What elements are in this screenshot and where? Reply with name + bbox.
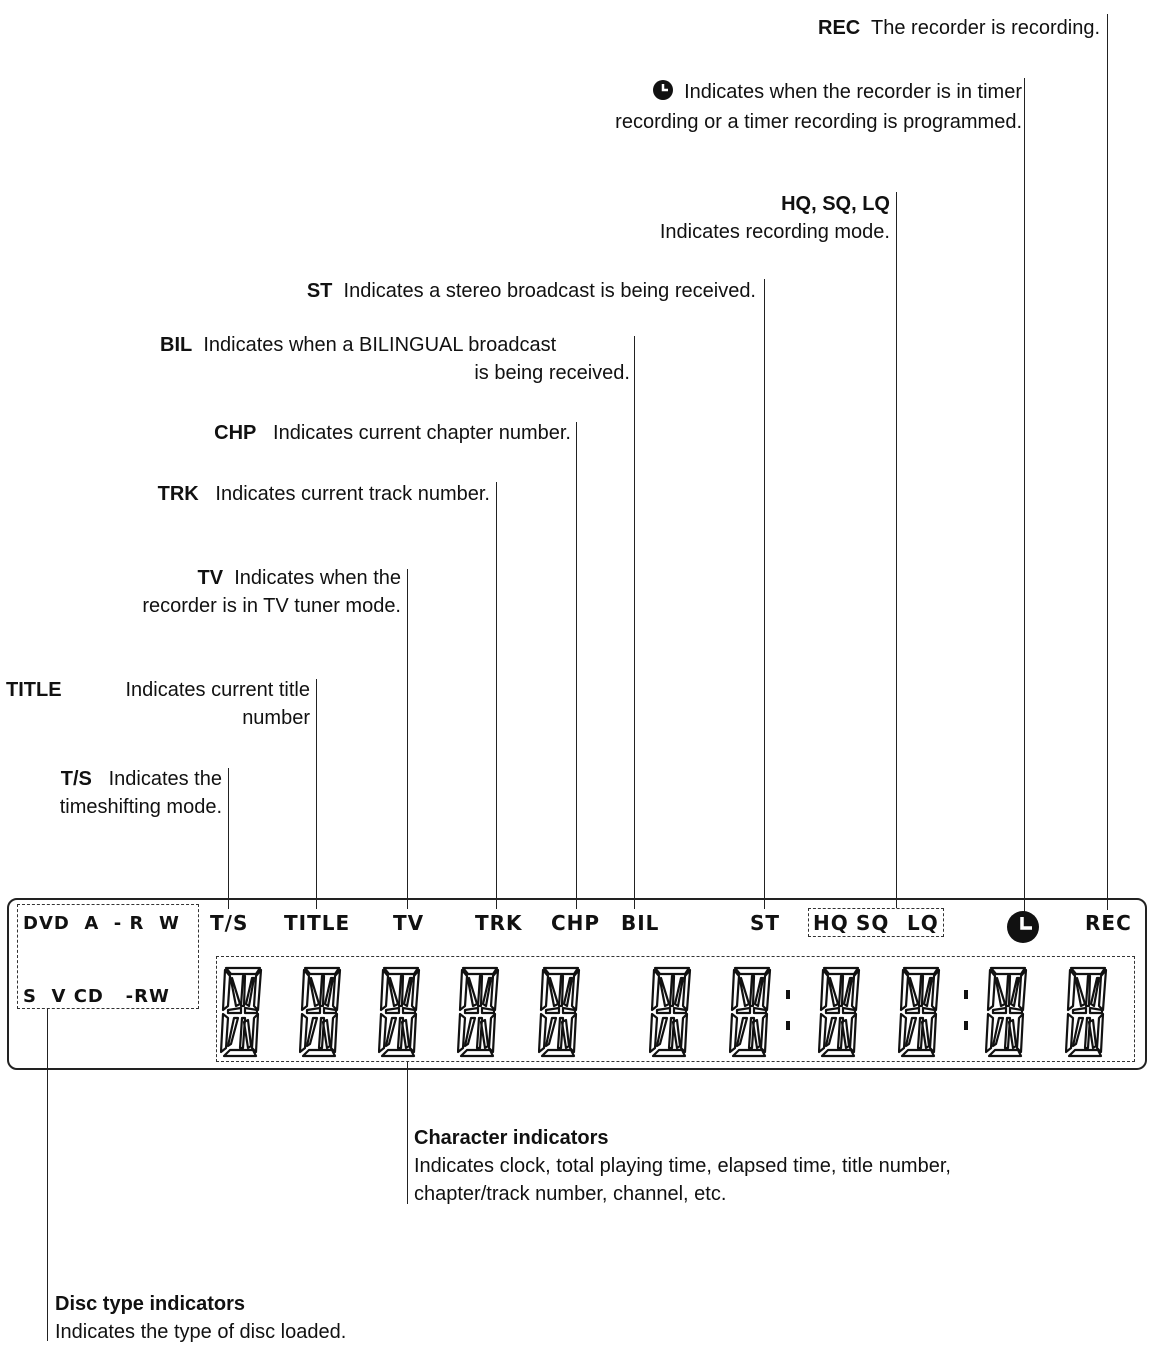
leader-track (496, 482, 497, 909)
callout-key: TRK (157, 483, 199, 505)
digit-3 (378, 966, 422, 1058)
indicator-trk: TRK (475, 911, 523, 935)
timer-clock-icon (653, 80, 673, 108)
callout-text: Indicates the (108, 768, 222, 790)
indicator-tv: TV (393, 911, 425, 935)
leader-bilingual (634, 336, 635, 909)
leader-tv (407, 569, 408, 909)
timer-clock-icon (1006, 910, 1040, 949)
callout-key: TV (197, 567, 224, 589)
callout-text: Indicates clock, total playing time, elapsed time, title number, (414, 1155, 951, 1177)
leader-timer (1024, 78, 1025, 918)
leader-title (316, 679, 317, 909)
leader-chapter (576, 422, 577, 909)
callout-rec (818, 14, 1100, 42)
callout-text: The recorder is recording. (871, 17, 1100, 39)
digit-11 (1065, 966, 1109, 1058)
leader-stereo (764, 279, 765, 909)
callout-text-2: number (242, 707, 310, 729)
callout-character (414, 1124, 951, 1208)
callout-text: Indicates when a BILINGUAL broadcast (203, 334, 557, 356)
indicator-ts: T/S (210, 911, 249, 935)
callout-key: CHP (214, 422, 257, 444)
callout-text-2: recorder is in TV tuner mode. (142, 595, 401, 617)
colon-separator-1 (786, 990, 790, 1030)
digit-2 (299, 966, 343, 1058)
callout-key: Character indicators (414, 1127, 609, 1149)
callout-title (6, 676, 62, 704)
callout-text-2: recording or a timer recording is programmed. (615, 111, 1022, 133)
leader-rec (1107, 14, 1108, 910)
callout-text: Indicates current track number. (215, 483, 490, 505)
digit-7 (729, 966, 773, 1058)
callout-timer (615, 78, 1022, 136)
callout-chapter (214, 419, 571, 447)
callout-stereo (307, 277, 756, 305)
callout-text: Indicates when the (234, 567, 401, 589)
callout-text: Indicates recording mode. (659, 221, 890, 243)
callout-text: Indicates the type of disc loaded. (55, 1321, 347, 1343)
digit-1 (220, 966, 264, 1058)
callout-bilingual-line2: is being received. (474, 362, 630, 384)
digit-6 (649, 966, 693, 1058)
callout-text: Indicates a stereo broadcast is being received. (343, 280, 756, 302)
indicator-lq: LQ (907, 911, 939, 935)
callout-text: Indicates current title (125, 679, 310, 701)
indicator-st: ST (750, 911, 781, 935)
callout-timeshift (60, 765, 222, 821)
callout-text-2: chapter/track number, channel, etc. (414, 1183, 727, 1205)
digit-9 (898, 966, 942, 1058)
callout-text: Indicates current chapter number. (273, 422, 571, 444)
callout-key: TITLE (6, 679, 62, 701)
indicator-chp: CHP (551, 911, 601, 935)
callout-key: T/S (60, 768, 92, 790)
digit-4 (457, 966, 501, 1058)
digit-10 (985, 966, 1029, 1058)
disc-indicator-row1: DVD A - R W (23, 913, 180, 934)
callout-key: HQ, SQ, LQ (781, 193, 890, 215)
callout-bilingual (160, 331, 556, 359)
callout-key: REC (818, 17, 861, 39)
indicator-sq: SQ (856, 911, 890, 935)
leader-quality (896, 192, 897, 908)
colon-separator-2 (964, 990, 968, 1030)
callout-disc (55, 1290, 346, 1346)
indicator-rec: REC (1085, 911, 1132, 935)
callout-text-2: timeshifting mode. (59, 796, 222, 818)
digit-8 (818, 966, 862, 1058)
callout-key: ST (306, 280, 333, 302)
indicator-hq: HQ (813, 911, 849, 935)
leader-timeshift (228, 768, 229, 909)
indicator-bil: BIL (621, 911, 660, 935)
leader-character (407, 1062, 408, 1204)
callout-quality (660, 190, 890, 246)
indicator-title: TITLE (284, 911, 351, 935)
disc-indicator-row2: S V CD -RW (23, 986, 170, 1007)
callout-tv (142, 564, 401, 620)
callout-key: Disc type indicators (55, 1293, 246, 1315)
callout-title-text (125, 676, 310, 732)
callout-key: BIL (160, 334, 193, 356)
callout-text: Indicates when the recorder is in timer (684, 81, 1022, 103)
digit-5 (538, 966, 582, 1058)
callout-track (158, 480, 490, 508)
